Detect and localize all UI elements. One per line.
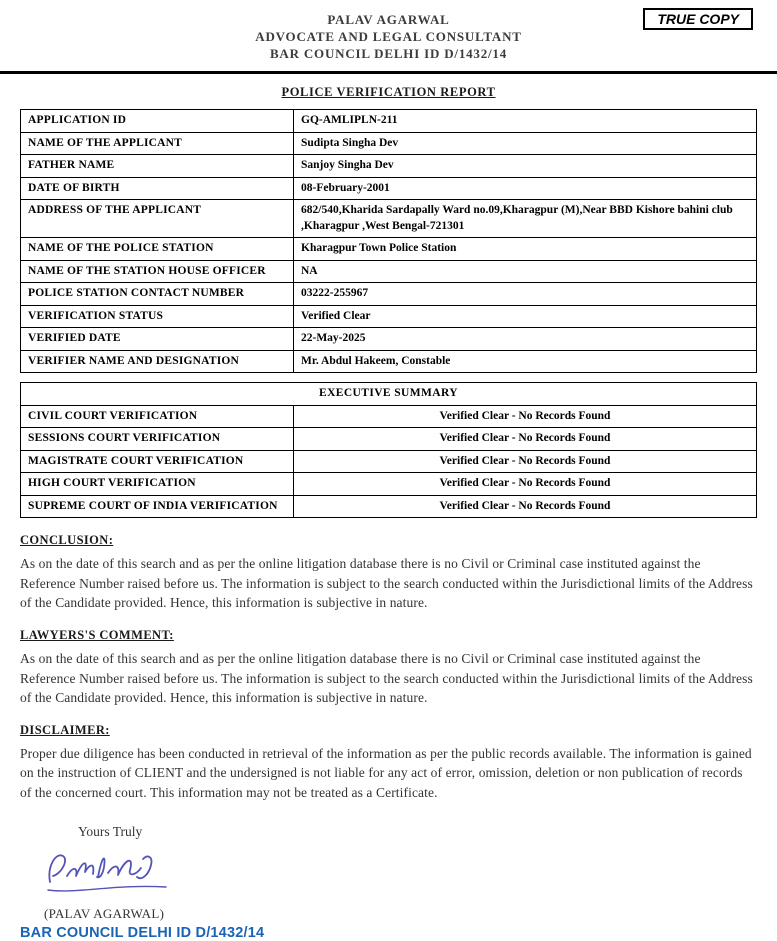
field-label: NAME OF THE STATION HOUSE OFFICER [21, 260, 294, 283]
header-divider [0, 71, 777, 74]
field-value: Kharagpur Town Police Station [294, 238, 757, 261]
field-value: 682/540,Kharida Sardapally Ward no.09,Kharagpur (M),Near BBD Kishore bahini club ,Kharagpur ,West Bengal-721301 [294, 200, 757, 238]
advocate-title: ADVOCATE AND LEGAL CONSULTANT [255, 29, 522, 44]
field-label: APPLICATION ID [21, 110, 294, 133]
table-row [21, 450, 757, 473]
table-row [21, 177, 757, 200]
verification-result: Verified Clear - No Records Found [294, 495, 757, 518]
field-label: VERIFIER NAME AND DESIGNATION [21, 350, 294, 373]
verification-label: CIVIL COURT VERIFICATION [21, 405, 294, 428]
verification-label: SUPREME COURT OF INDIA VERIFICATION [21, 495, 294, 518]
field-label: POLICE STATION CONTACT NUMBER [21, 283, 294, 306]
section-body: As on the date of this search and as per the online litigation database there is no Civil or Criminal case instituted against the Reference Number raised before us. The information is subject to the search conducted within the Jurisdictional limits of the Address of the Candidate provided. Hence, this information is subjective in nature. [20, 650, 753, 706]
verification-result: Verified Clear - No Records Found [294, 473, 757, 496]
table-row [21, 305, 757, 328]
field-label: NAME OF THE APPLICANT [21, 132, 294, 155]
field-value: NA [294, 260, 757, 283]
section-heading: CONCLUSION: [20, 533, 114, 548]
conclusion-section [20, 533, 757, 613]
table-row [21, 200, 757, 238]
executive-summary-table [20, 382, 757, 518]
table-row [21, 428, 757, 451]
verification-result: Verified Clear - No Records Found [294, 405, 757, 428]
signature-scribble [42, 846, 172, 900]
table-row [21, 495, 757, 518]
verification-result: Verified Clear - No Records Found [294, 428, 757, 451]
table-row [21, 328, 757, 351]
verification-label: HIGH COURT VERIFICATION [21, 473, 294, 496]
field-label: DATE OF BIRTH [21, 177, 294, 200]
table-row [21, 238, 757, 261]
field-value: Mr. Abdul Hakeem, Constable [294, 350, 757, 373]
report-title: POLICE VERIFICATION REPORT [281, 85, 496, 99]
lawyers-comment-section [20, 628, 757, 708]
signature [20, 846, 757, 904]
field-value: Verified Clear [294, 305, 757, 328]
true-copy-stamp: TRUE COPY [643, 8, 753, 30]
field-label: NAME OF THE POLICE STATION [21, 238, 294, 261]
disclaimer-section [20, 723, 757, 803]
field-label: VERIFICATION STATUS [21, 305, 294, 328]
executive-summary-title: EXECUTIVE SUMMARY [21, 383, 757, 406]
verification-label: MAGISTRATE COURT VERIFICATION [21, 450, 294, 473]
advocate-name: PALAV AGARWAL [327, 12, 450, 27]
field-value: Sanjoy Singha Dev [294, 155, 757, 178]
section-body: As on the date of this search and as per the online litigation database there is no Civil or Criminal case instituted against the Reference Number raised before us. The information is subject to the search conducted within the Jurisdictional limits of the Address of the Candidate provided. Hence, this information is subjective in nature. [20, 556, 753, 611]
field-value: Sudipta Singha Dev [294, 132, 757, 155]
footer-bar-council-id: BAR COUNCIL DELHI ID D/1432/14 [20, 925, 265, 941]
verification-result: Verified Clear - No Records Found [294, 450, 757, 473]
verification-label: SESSIONS COURT VERIFICATION [21, 428, 294, 451]
table-row [21, 260, 757, 283]
signed-name: (PALAV AGARWAL) [44, 906, 165, 922]
table-row [21, 110, 757, 133]
table-row [21, 155, 757, 178]
table-row [21, 383, 757, 406]
advocate-bar-id: BAR COUNCIL DELHI ID D/1432/14 [269, 46, 508, 61]
table-row [21, 132, 757, 155]
field-label: ADDRESS OF THE APPLICANT [21, 200, 294, 238]
field-value: 03222-255967 [294, 283, 757, 306]
yours-truly-text: Yours Truly [78, 824, 143, 840]
field-value: 08-February-2001 [294, 177, 757, 200]
field-label: FATHER NAME [21, 155, 294, 178]
field-label: VERIFIED DATE [21, 328, 294, 351]
table-row [21, 283, 757, 306]
section-body: Proper due diligence has been conducted in retrieval of the information as per the public records available. The information is gained on the instruction of CLIENT and the undersigned is not liable for any act of error, omission, deletion or non publication of records of the concerned court. This information may not be treated as a Certificate. [20, 745, 752, 800]
table-row [21, 350, 757, 373]
field-value: 22-May-2025 [294, 328, 757, 351]
field-value: GQ-AMLIPLN-211 [294, 110, 757, 133]
section-heading: LAWYERS'S COMMENT: [20, 627, 174, 642]
section-heading: DISCLAIMER: [20, 722, 110, 737]
table-row [21, 473, 757, 496]
table-row [21, 405, 757, 428]
applicant-details-table [20, 109, 757, 373]
